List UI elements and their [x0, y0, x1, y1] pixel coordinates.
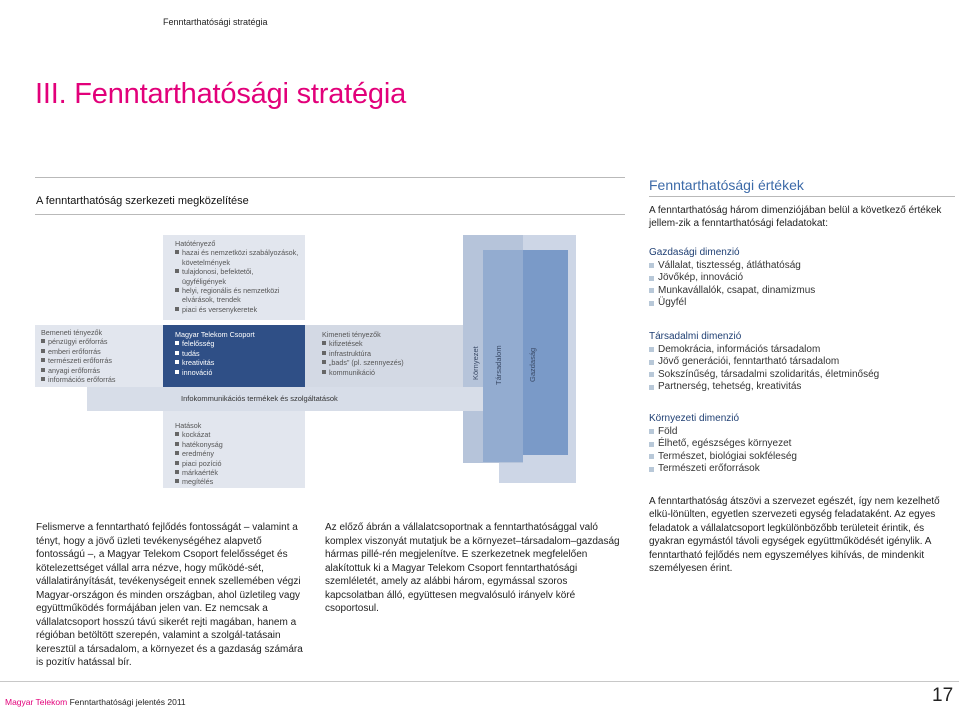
bullet-icon	[41, 349, 45, 353]
dimension-item: Munkavállalók, csapat, dinamizmus	[649, 285, 955, 298]
hatasok-text	[175, 421, 301, 487]
dimension-item: Természet, biológiai sokféleség	[649, 451, 955, 464]
bullet-icon	[322, 341, 326, 345]
bemeneti-item: emberi erőforrás	[48, 346, 101, 356]
dimension-item: Sokszínűség, társadalmi szolidaritás, életminőség	[649, 369, 955, 382]
footer-text	[5, 697, 186, 707]
dimension-item: Jövőkép, innováció	[649, 272, 955, 285]
bullet-icon	[175, 341, 179, 345]
values-closing-paragraph: A fenntarthatóság átszövi a szervezet egészét, így nem kezelhető elkü-lönülten, egyetlen szervezeti egység feladataként. Az egyes feladatok a vállalatcsoport legkülönbözőbb területeit érintik, és gyakran egymástól távoli egységek együttműködését igénylik. A fenntartható fejlődés nem egyszemélyes kihívás, de mindenkit személyesen érint.	[649, 496, 940, 575]
bullet-icon	[175, 479, 179, 483]
bullet-icon	[175, 250, 179, 254]
values-intro: A fenntarthatóság három dimenziójában belül a következő értékek jellem-zik a fenntarthatósági feladatokat:	[649, 205, 942, 229]
hatotenyezo-item: piaci és versenykeretek	[182, 304, 258, 314]
kimeneti-item: „bads” (pl. szennyezés)	[329, 358, 404, 368]
dimension-item: Ügyfél	[649, 297, 955, 310]
bullet-icon	[175, 269, 179, 273]
bullet-icon	[649, 429, 654, 434]
core-item: felelősség	[182, 339, 215, 349]
bullet-icon	[175, 351, 179, 355]
bullet-icon	[175, 451, 179, 455]
tarsadalom-core	[483, 250, 523, 462]
label-tarsadalom: Társadalom	[494, 345, 503, 385]
bemeneti-title: Bemeneti tényezők	[41, 328, 103, 337]
core-item: kreativitás	[182, 358, 215, 368]
dimension-social	[649, 331, 955, 394]
dimension-item: Vállalat, tisztesség, átláthatóság	[649, 260, 955, 273]
bullet-icon	[175, 370, 179, 374]
kimeneti-item: infrastruktúra	[329, 348, 371, 358]
values-title-rule	[649, 196, 955, 197]
hatasok-item: márkaérték	[182, 468, 218, 478]
hatotenyezo-item: elvárások, trendek	[182, 295, 241, 305]
hatasok-item: piaci pozíció	[182, 458, 222, 468]
values-title: Fenntarthatósági értékek	[649, 177, 804, 193]
kimeneti-item: kommunikáció	[329, 367, 375, 377]
chapter-title: III. Fenntarthatósági stratégia	[35, 78, 407, 110]
bemeneti-item: információs erőforrás	[48, 375, 116, 385]
bullet-icon	[175, 442, 179, 446]
kimeneti-item: kifizetések	[329, 339, 363, 349]
diagram-top-rule	[35, 177, 625, 178]
bullet-icon	[649, 347, 654, 352]
hatotenyezo-text	[175, 239, 305, 314]
diagram-heading: A fenntarthatóság szerkezeti megközelítése	[36, 195, 249, 207]
dimension-title: Társadalmi dimenzió	[649, 331, 742, 342]
bullet-icon	[175, 307, 179, 311]
hatotenyezo-item: helyi, regionális és nemzetközi	[182, 286, 280, 296]
hatasok-item: megítélés	[182, 477, 214, 487]
bullet-icon	[649, 467, 654, 472]
hatasok-item: eredmény	[182, 449, 214, 459]
kimeneti-title: Kimeneti tényezők	[322, 330, 381, 339]
bullet-icon	[41, 377, 45, 381]
infocomm-label: Infokommunikációs termékek és szolgáltatások	[181, 394, 338, 403]
core-title: Magyar Telekom Csoport	[175, 330, 255, 339]
footer-rule	[0, 681, 959, 682]
label-gazdasag: Gazdaság	[528, 347, 537, 382]
bullet-icon	[175, 288, 179, 292]
bullet-icon	[322, 360, 326, 364]
bullet-icon	[175, 461, 179, 465]
bullet-icon	[41, 368, 45, 372]
dimension-economic	[649, 247, 955, 310]
dimension-environmental	[649, 413, 955, 476]
bullet-icon	[649, 360, 654, 365]
kimeneti-text	[322, 330, 460, 377]
dimension-item: Demokrácia, információs társadalom	[649, 344, 955, 357]
dimension-item: Természeti erőforrások	[649, 463, 955, 476]
core-text	[175, 330, 301, 377]
dimension-title: Gazdasági dimenzió	[649, 247, 740, 258]
structure-diagram	[35, 230, 625, 490]
dimension-item: Partnerség, tehetség, kreativitás	[649, 381, 955, 394]
bemeneti-text	[41, 328, 159, 384]
bullet-icon	[649, 372, 654, 377]
bullet-icon	[649, 385, 654, 390]
hatotenyezo-item: tulajdonosi, befektetői,	[182, 267, 254, 277]
bemeneti-item: pénzügyi erőforrás	[48, 337, 108, 347]
bullet-icon	[41, 339, 45, 343]
hatasok-title: Hatások	[175, 421, 202, 430]
dimension-item: Élhető, egészséges környezet	[649, 438, 955, 451]
bullet-icon	[175, 470, 179, 474]
hatotenyezo-item: hazai és nemzetközi szabályozások,	[182, 248, 299, 258]
bemeneti-item: anyagi erőforrás	[48, 365, 100, 375]
dimension-item: Jövő generációi, fenntartható társadalom	[649, 356, 955, 369]
page-number: 17	[932, 685, 954, 706]
running-head: Fenntarthatósági stratégia	[163, 17, 268, 27]
core-item: innováció	[182, 367, 213, 377]
bullet-icon	[41, 358, 45, 362]
core-item: tudás	[182, 348, 200, 358]
bullet-icon	[175, 360, 179, 364]
dimension-item: Föld	[649, 426, 955, 439]
bemeneti-item: természeti erőforrás	[48, 356, 112, 366]
hatotenyezo-item: ügyféligények	[182, 276, 226, 286]
footer-brand: Magyar Telekom	[5, 697, 68, 707]
hatasok-item: kockázat	[182, 430, 211, 440]
label-kornyezet: Környezet	[471, 346, 480, 380]
bullet-icon	[322, 351, 326, 355]
bullet-icon	[649, 276, 654, 281]
diagram-heading-rule	[35, 214, 625, 215]
bullet-icon	[649, 454, 654, 459]
footer-report-title: Fenntarthatósági jelentés 2011	[67, 697, 186, 707]
hatotenyezo-item: követelmények	[182, 257, 230, 267]
body-paragraph-left: Felismerve a fenntartható fejlődés fontosságát – valamint a tényt, hogy a jövő üzleti tevékenységéhez alapvető fontosságú –, a Magyar Telekom Csoport felelősséget és kötelezettséget vállal arra nézve, hogy működé-sét, vállalatirányítását, tevékenységeit ennek szellemében végzi Magyar-országon és minden országban, ahol üzletileg vagy együttműködés formájában jelen van. Ez nemcsak a vállalatcsoport hosszú távú sikerét rejti magában, hanem a régióban betöltött szerepén, valamint a szolgál-tatásain keresztül a társadalom, a környezet és a gazdaság számára is pozitív hatással bír.	[36, 522, 303, 668]
hatotenyezo-title: Hatótényező	[175, 239, 216, 248]
bullet-icon	[649, 301, 654, 306]
bullet-icon	[649, 263, 654, 268]
bullet-icon	[322, 370, 326, 374]
dimension-title: Környezeti dimenzió	[649, 413, 740, 424]
bullet-icon	[649, 442, 654, 447]
bullet-icon	[649, 288, 654, 293]
bullet-icon	[175, 432, 179, 436]
hatasok-item: hatékonyság	[182, 439, 223, 449]
body-paragraph-middle: Az előző ábrán a vállalatcsoportnak a fenntarthatósággal való komplex viszonyát mutatjuk be a környezet–társadalom–gazdaság hármas pillé-rén megjelenítve. E szerkezetnek megfelelően alakítottuk ki a Magyar Telekom Csoport fenntarthatósági szemléletét, amely az alábbi három, egymással szoros kapcsolatban álló, együttesen megvalósuló irányelv köré csoportosul.	[325, 522, 620, 614]
